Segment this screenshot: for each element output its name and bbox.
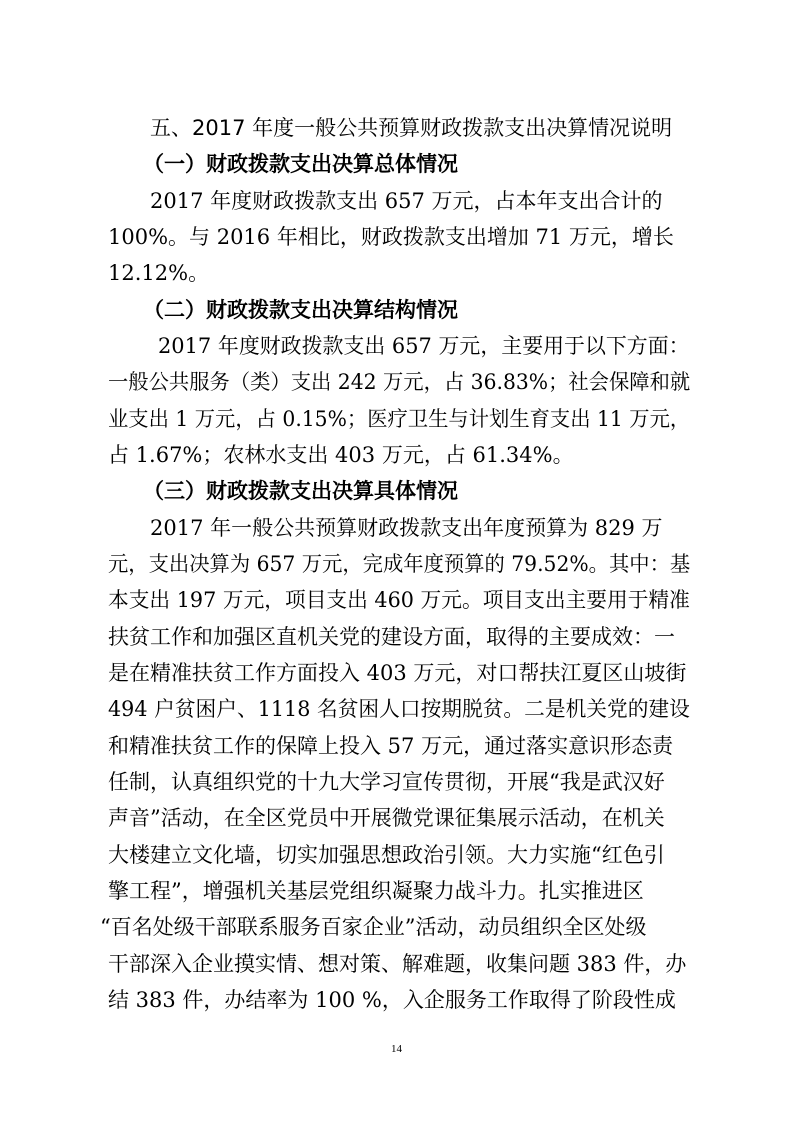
subheading-1: （一）财政拨款支出决算总体情况 xyxy=(143,152,458,176)
paragraph-line: 2017 年度财政拨款支出 657 万元，占本年支出合计的 xyxy=(150,189,663,213)
section-title: 五、2017 年度一般公共预算财政拨款支出决算情况说明 xyxy=(150,116,673,140)
paragraph-line: 业支出 1 万元，占 0.15%；医疗卫生与计划生育支出 11 万元， xyxy=(108,407,691,431)
paragraph-line: 2017 年度财政拨款支出 657 万元，主要用于以下方面： xyxy=(158,334,690,358)
paragraph-line: 占 1.67%；农林水支出 403 万元，占 61.34%。 xyxy=(108,443,574,467)
paragraph-line: 494 户贫困户、1118 名贫困人口按期脱贫。二是机关党的建设 xyxy=(108,697,690,721)
subheading-3: （三）财政拨款支出决算具体情况 xyxy=(143,479,458,503)
paragraph-line: 一般公共服务（类）支出 242 万元，占 36.83%；社会保障和就 xyxy=(108,370,691,394)
page-number: 14 xyxy=(391,1043,402,1055)
paragraph-line: 声音”活动，在全区党员中开展微党课征集展示活动，在机关 xyxy=(108,806,665,830)
paragraph-line: 和精准扶贫工作的保障上投入 57 万元，通过落实意识形态责 xyxy=(108,734,674,758)
paragraph-line: 2017 年一般公共预算财政拨款支出年度预算为 829 万 xyxy=(150,516,663,540)
paragraph-line: 结 383 件，办结率为 100 %，入企服务工作取得了阶段性成 xyxy=(108,988,676,1012)
paragraph-line: 任制，认真组织党的十九大学习宣传贯彻，开展“我是武汉好 xyxy=(108,770,665,794)
paragraph-line: 干部深入企业摸实情、想对策、解难题，收集问题 383 件，办 xyxy=(108,952,687,976)
paragraph-line: 扶贫工作和加强区直机关党的建设方面，取得的主要成效：一 xyxy=(108,625,675,649)
paragraph-line: 大楼建立文化墙，切实加强思想政治引领。大力实施“红色引 xyxy=(108,843,665,867)
paragraph-line: “百名处级干部联系服务百家企业”活动，动员组织全区处级 xyxy=(100,915,647,939)
paragraph-line: 12.12%。 xyxy=(108,261,210,285)
subheading-2: （二）财政拨款支出决算结构情况 xyxy=(143,298,458,322)
paragraph-line: 本支出 197 万元，项目支出 460 万元。项目支出主要用于精准 xyxy=(108,588,690,612)
paragraph-line: 是在精准扶贫工作方面投入 403 万元，对口帮扶江夏区山坡街 xyxy=(108,661,687,685)
paragraph-line: 100%。与 2016 年相比，财政拨款支出增加 71 万元，增长 xyxy=(108,225,674,249)
paragraph-line: 擎工程”，增强机关基层党组织凝聚力战斗力。扎实推进区 xyxy=(108,879,644,903)
paragraph-line: 元，支出决算为 657 万元，完成年度预算的 79.52%。其中：基 xyxy=(108,552,691,576)
